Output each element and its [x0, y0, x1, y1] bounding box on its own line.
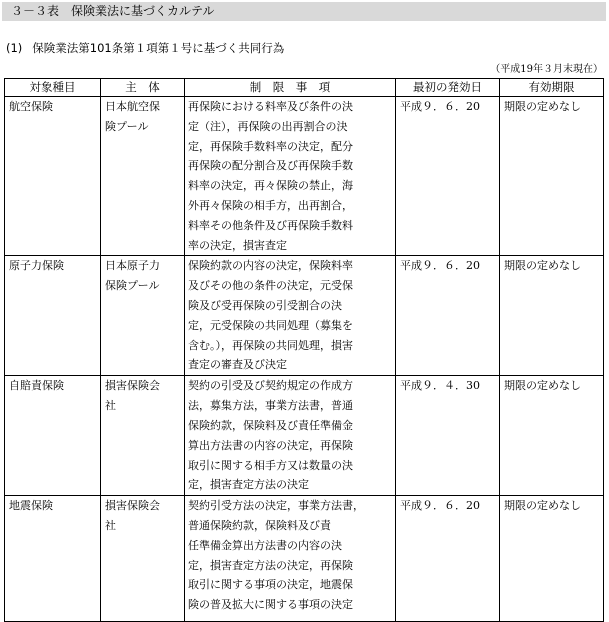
row-restrictions: 契約の引受及び契約規定の作成方 法，募集方法，事業方法書，普通 保険約款，保険料及び責任準備金 算出方法書の内容の決定，再保険 取引に関する相手方又は数量の決 定，損害査定方法の決定: [185, 376, 396, 496]
section-heading-text: 保険業法第101条第１項第１号に基づく共同行為: [32, 41, 285, 55]
row-validity: 期限の定めなし: [500, 376, 604, 496]
table-row: [5, 256, 604, 376]
row-first-date: 平成９．６．20: [396, 256, 500, 376]
row-type: 原子力保険: [5, 256, 101, 376]
header-validity: 有効期限: [500, 79, 604, 97]
row-entity: 日本航空保 険プール: [101, 97, 185, 256]
row-type: 航空保険: [5, 97, 101, 256]
row-type: 地震保険: [5, 496, 101, 622]
row-restrictions: 保険約款の内容の決定，保険料率 及びその他の条件の決定，元受保 険及び受再保険の引受割合の決 定，元受保険の共同処理（募集を 含む。），再保険の共同処理，損害 査定の審査及び決定: [185, 256, 396, 376]
header-entity: 主 体: [101, 79, 185, 97]
row-entity: 損害保険会 社: [101, 376, 185, 496]
row-entity: 日本原子力 保険プール: [101, 256, 185, 376]
row-first-date: 平成９．６．20: [396, 496, 500, 622]
row-first-date: 平成９．４．30: [396, 376, 500, 496]
header-first-date: 最初の発効日: [396, 79, 500, 97]
cartel-table: [4, 78, 604, 622]
header-restrictions: 制 限 事 項: [185, 79, 396, 97]
section-number: (1): [6, 41, 23, 55]
table-row: [5, 496, 604, 622]
table-title: ３－３表 保険業法に基づくカルテル: [2, 2, 606, 21]
section-heading: [6, 40, 284, 56]
table-row: [5, 97, 604, 256]
row-validity: 期限の定めなし: [500, 256, 604, 376]
row-entity: 損害保険会 社: [101, 496, 185, 622]
row-validity: 期限の定めなし: [500, 97, 604, 256]
as-of-note: （平成19年３月末現在）: [490, 64, 603, 75]
header-type: 対象種目: [5, 79, 101, 97]
row-validity: 期限の定めなし: [500, 496, 604, 622]
row-first-date: 平成９．６．20: [396, 97, 500, 256]
table-header-row: [5, 79, 604, 97]
row-restrictions: 契約引受方法の決定，事業方法書， 普通保険約款，保険料及び責 任準備金算出方法書の内容の決 定，損害査定方法の決定，再保険 取引に関する事項の決定，地震保 険の普及拡大に関する事項の決定: [185, 496, 396, 622]
row-restrictions: 再保険における料率及び条件の決 定（注），再保険の出再割合の決 定，再保険手数料率の決定，配分 再保険の配分割合及び再保険手数 料率の決定，再々保険の禁止，海 外再々保険の相手方，出再割合， 料率その他条件及び再保険手数料 率の決定，損害査定: [185, 97, 396, 256]
row-type: 自賠責保険: [5, 376, 101, 496]
table-row: [5, 376, 604, 496]
